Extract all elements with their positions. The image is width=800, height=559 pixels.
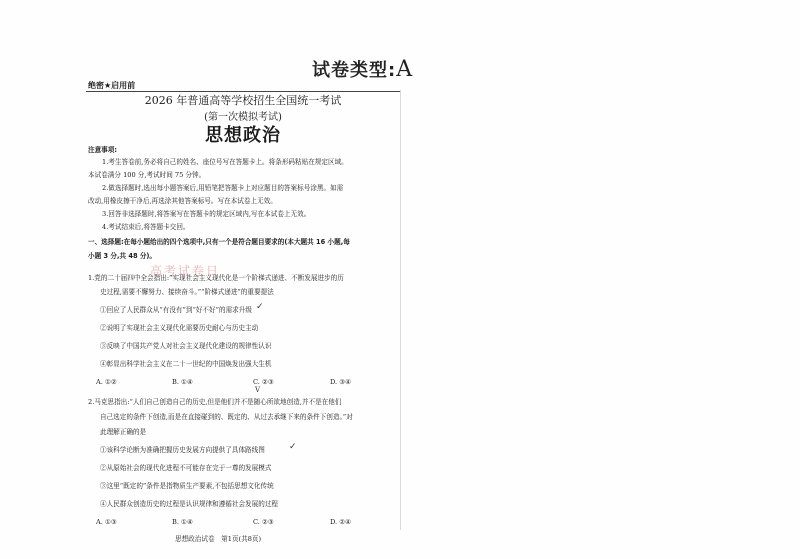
confidential-mark: 绝密★启用前	[88, 81, 136, 90]
exam-title: 2026 年普通高等学校招生全国统一考试	[144, 94, 342, 107]
notice-line: 3.回答非选择题时,将答案写在答题卡的规定区域内,写在本试卷上无效。	[102, 210, 311, 218]
q2-stem: 2.马克思指出:“人们自己创造自己的历史,但是他们并不是随心所欲地创造,并不是在他们	[88, 398, 342, 406]
notice-line: 本试卷满分 100 分,考试时间 75 分钟。	[88, 171, 206, 179]
q2-choice-c: C. ②③	[253, 518, 274, 526]
handwritten-mark-icon: V	[255, 386, 261, 394]
notice-heading: 注意事项:	[88, 146, 118, 154]
paper-type-letter: A	[396, 57, 414, 82]
handwritten-check-icon: ✓	[289, 442, 297, 452]
q1-option: ①回应了人民群众从“有没有”到“好不好”的需求升级	[100, 306, 252, 314]
q2-choice-d: D. ②④	[330, 518, 352, 526]
q2-option: ③这里“既定的”条件是指物质生产要素,不包括思想文化传统	[100, 482, 274, 490]
notice-line: 2.做选择题时,选出每小题答案后,用铅笔把答题卡上对应题目的答案标号涂黑。如需	[102, 184, 344, 192]
section-heading: 一、选择题:在每小题给出的四个选项中,只有一个是符合题目要求的(本大题共 16 小题,每	[88, 238, 350, 246]
q1-choice-a: A. ①②	[96, 378, 117, 386]
handwritten-check-icon: ✓	[256, 302, 264, 312]
q1-option: ④彰显出科学社会主义在二十一世纪的中国焕发出强大生机	[100, 360, 272, 368]
exam-subtitle: (第一次模拟考试)	[204, 112, 282, 123]
notice-line: 4.考试结束后,将答题卡交回。	[102, 223, 190, 231]
paper-type-text: 试卷类型:	[312, 60, 397, 81]
page-edge-line	[400, 90, 401, 530]
q2-choice-b: B. ①④	[172, 518, 193, 526]
q2-option: ④人民群众创造历史的过程是认识规律和遵循社会发展的过程	[100, 500, 279, 508]
page-footer: 思想政治试卷 第1页(共8页)	[175, 535, 262, 543]
notice-line: 改动,用橡皮擦干净后,再选涂其他答案标号。写在本试卷上无效。	[88, 197, 277, 205]
q2-choice-a: A. ①③	[96, 518, 117, 526]
q1-stem-cont: 史过程,需要不懈努力、接续奋斗。”“阶梯式递进”的重要提法	[100, 288, 274, 296]
q1-choice-d: D. ③④	[330, 378, 352, 386]
q1-choice-c: C. ②③	[253, 378, 274, 386]
q1-stem: 1.党的二十届四中全会指出:“实现社会主义现代化是一个阶梯式递进、不断发展进步的历	[88, 274, 344, 282]
watermark: 高考试卷日	[150, 264, 221, 278]
section-heading-cont: 小题 3 分,共 48 分)。	[88, 252, 157, 260]
q1-choice-b: B. ①④	[172, 378, 193, 386]
q1-option: ②说明了实现社会主义现代化需要历史耐心与历史主动	[100, 324, 259, 332]
q1-option: ③反映了中国共产党人对社会主义现代化建设的规律性认识	[100, 342, 272, 350]
notice-line: 1.考生答卷前,务必将自己的姓名、座位号写在答题卡上。将条形码粘贴在规定区域。	[102, 158, 348, 166]
paper-type-label	[312, 56, 413, 82]
q2-option: ②从原始社会的现代化进程不可能存在完于一尊的发展模式	[100, 464, 272, 472]
subject-title: 思想政治	[205, 125, 281, 146]
q2-option: ①该科学论断为准确把握历史发展方向提供了具体路线图	[100, 446, 265, 454]
q2-stem-cont: 自己选定的条件下创造,而是在直接碰到的、既定的、从过去承继下来的条件下创造。”对	[100, 413, 353, 421]
q2-stem-cont: 此理解正确的是	[100, 428, 147, 436]
